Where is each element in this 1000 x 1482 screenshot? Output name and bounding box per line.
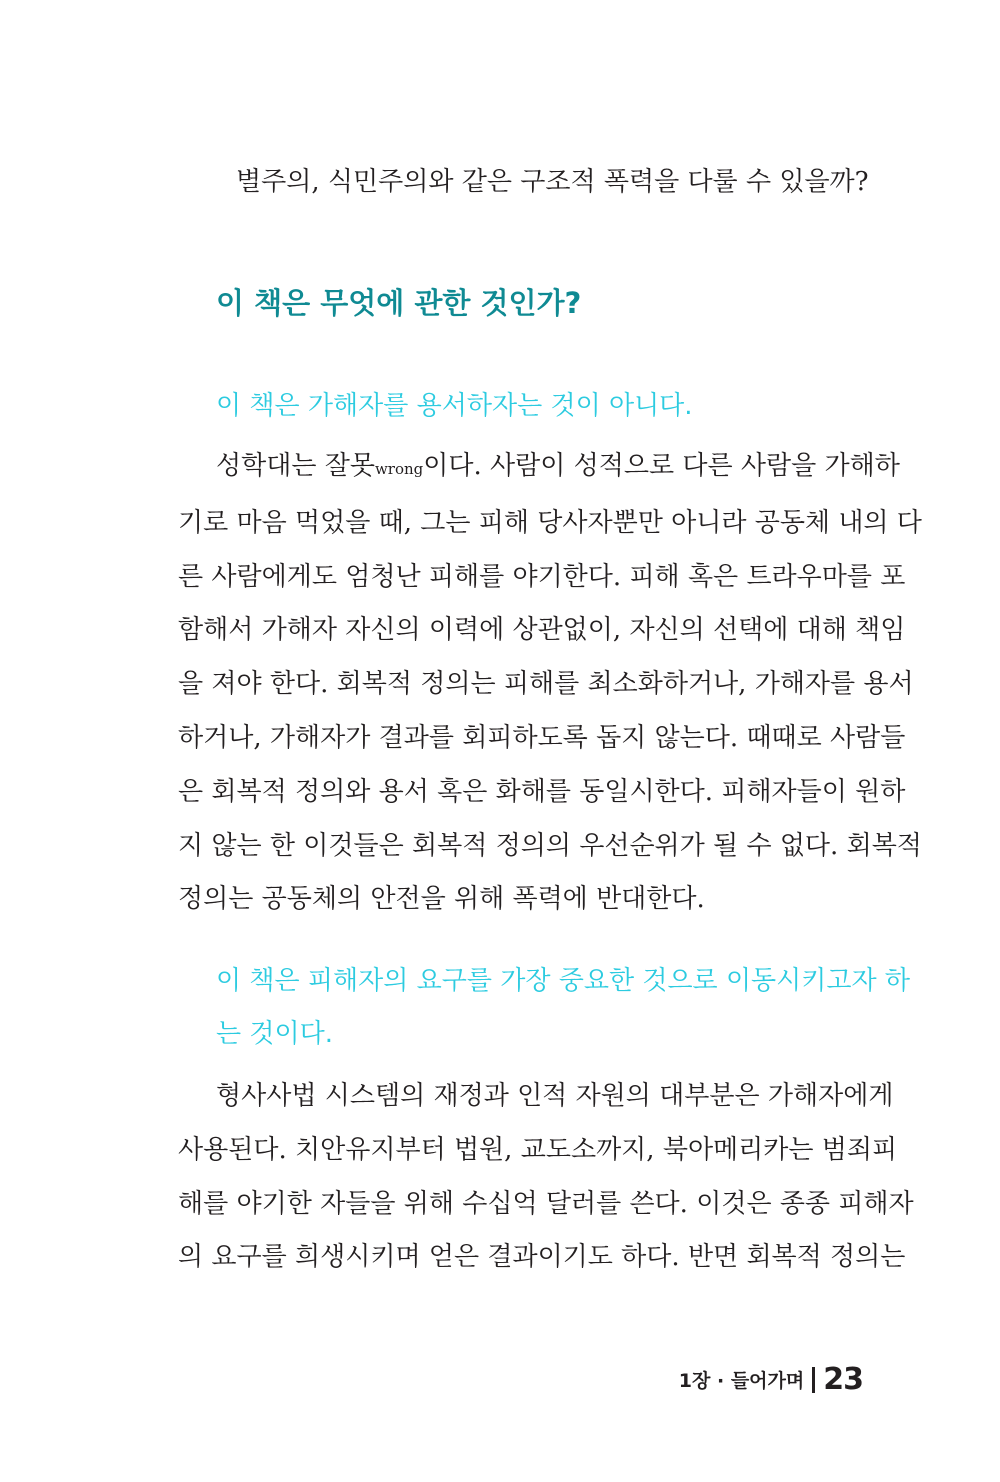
paragraph-line: 지 않는 한 이것들은 회복적 정의의 우선순위가 될 수 없다. 회복적 xyxy=(178,830,922,861)
running-chapter-title: 1장 · 들어가며 xyxy=(678,1370,805,1392)
paragraph-criminal-justice-resources xyxy=(178,1070,914,1285)
paragraph-line: 성학대는 잘못wrong이다. 사람이 성적으로 다른 사람을 가해하 xyxy=(216,451,900,481)
paragraph-line: 해를 야기한 자들을 위해 수십억 달러를 쓴다. 이것은 종종 피해자 xyxy=(178,1188,914,1219)
paragraph-line: 정의는 공동체의 안전을 위해 폭력에 반대한다. xyxy=(178,884,705,915)
paragraph-line: 사용된다. 치안유지부터 법원, 교도소까지, 북아메리카는 범죄피 xyxy=(178,1134,898,1165)
page-number: 23 xyxy=(823,1362,863,1397)
paragraph-line: 을 져야 한다. 회복적 정의는 피해를 최소화하거나, 가해자를 용서 xyxy=(178,669,914,700)
section-heading: 이 책은 무엇에 관한 것인가? xyxy=(216,286,582,320)
paragraph-line: 기로 마음 먹었을 때, 그는 피해 당사자뿐만 아니라 공동체 내의 다 xyxy=(178,507,922,538)
paragraph-line: 하거나, 가해자가 결과를 회피하도록 돕지 않는다. 때때로 사람들 xyxy=(178,722,906,753)
continued-sentence: 별주의, 식민주의와 같은 구조적 폭력을 다룰 수 있을까? xyxy=(236,167,869,197)
page-footer xyxy=(679,1362,863,1397)
footer-divider xyxy=(812,1367,815,1393)
subheading-line: 이 책은 피해자의 요구를 가장 중요한 것으로 이동시키고자 하 xyxy=(216,966,911,996)
subheading-victim-needs xyxy=(178,955,911,1061)
subheading-not-forgiveness: 이 책은 가해자를 용서하자는 것이 아니다. xyxy=(216,391,693,421)
paragraph-line: 형사사법 시스템의 재정과 인적 자원의 대부분은 가해자에게 xyxy=(216,1081,894,1111)
subheading-line: 는 것이다. xyxy=(216,1019,333,1049)
paragraph-sexual-abuse-is-wrong xyxy=(178,440,922,927)
paragraph-line: 의 요구를 희생시키며 얻은 결과이기도 하다. 반면 회복적 정의는 xyxy=(178,1242,906,1273)
paragraph-line: 함해서 가해자 자신의 이력에 상관없이, 자신의 선택에 대해 책임 xyxy=(178,615,906,646)
paragraph-line: 른 사람에게도 엄청난 피해를 야기한다. 피해 혹은 트라우마를 포 xyxy=(178,561,906,592)
paragraph-line: 은 회복적 정의와 용서 혹은 화해를 동일시한다. 피해자들이 원하 xyxy=(178,776,906,807)
english-gloss: wrong xyxy=(374,460,424,478)
